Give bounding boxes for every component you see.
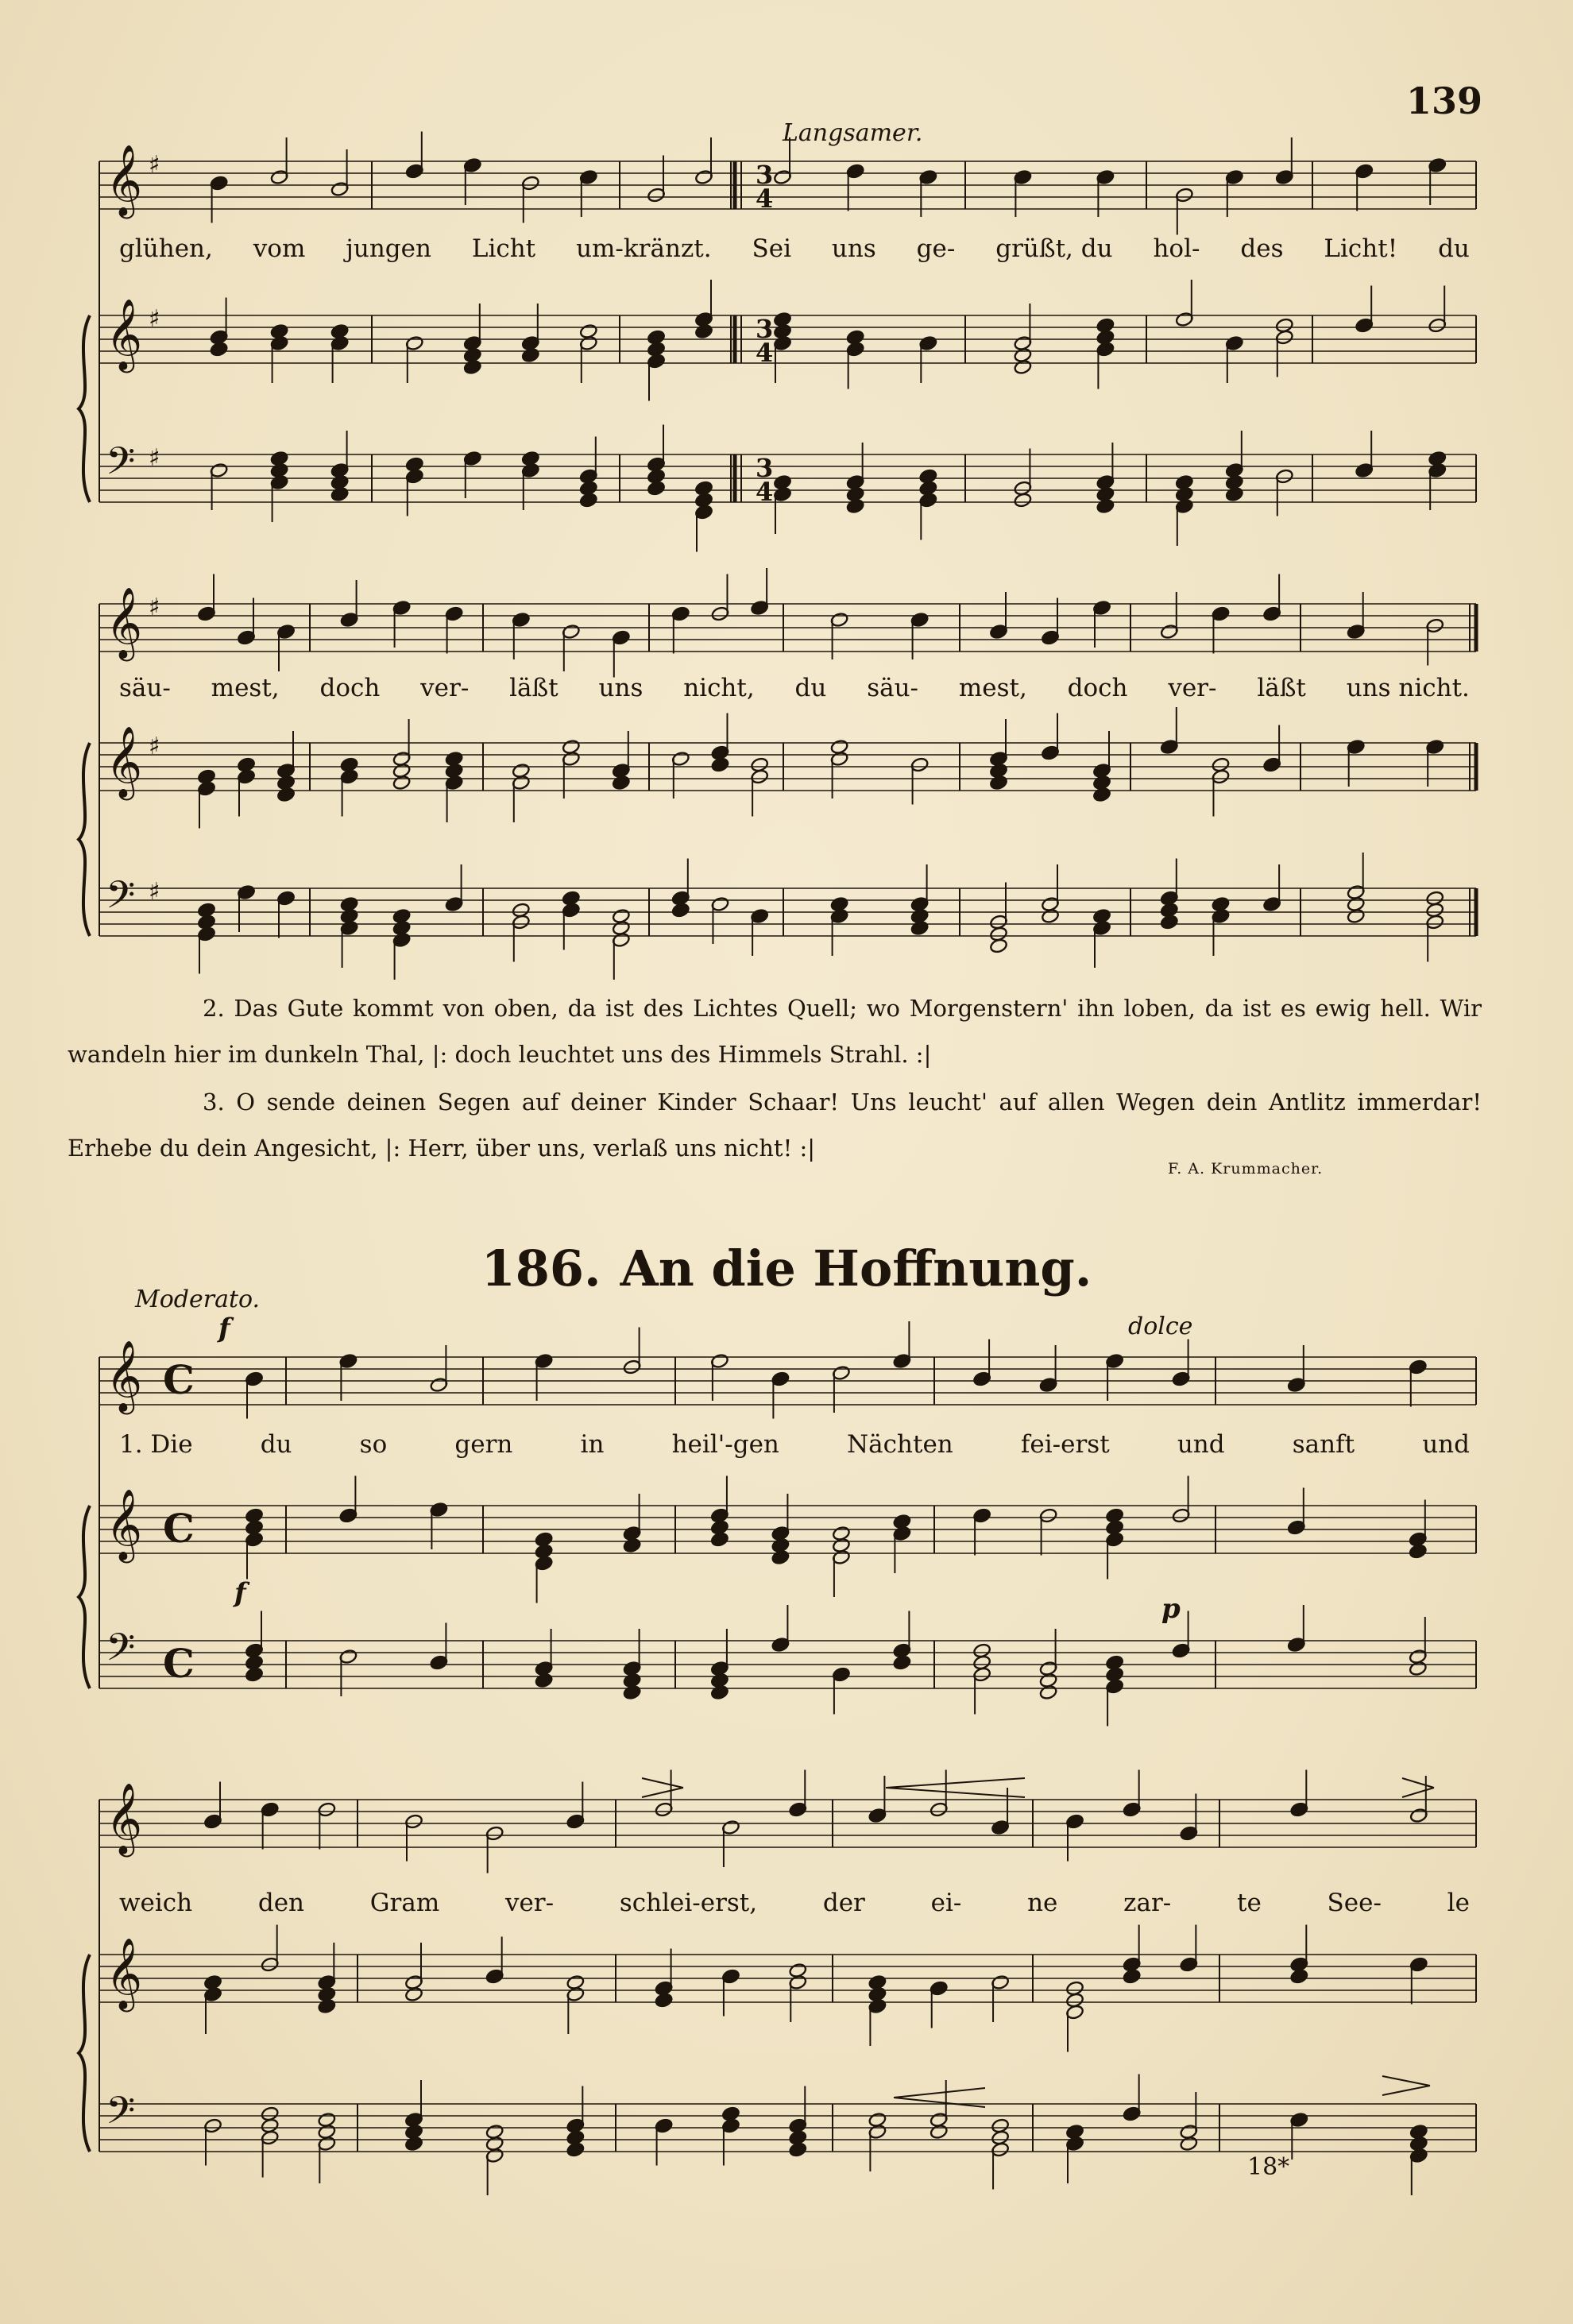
treble-clef: 𝄞 bbox=[106, 1489, 143, 1560]
lyric-syllable: Gram bbox=[369, 1889, 440, 1917]
note-head bbox=[1409, 1544, 1428, 1560]
lyric-syllable: ver- bbox=[420, 674, 470, 702]
note-head bbox=[210, 342, 229, 358]
note-head bbox=[694, 323, 713, 339]
lyric-syllable: ver- bbox=[504, 1889, 555, 1917]
lyric-syllable: mest, bbox=[958, 674, 1027, 702]
author-credit: F. A. Krummacher. bbox=[1168, 1160, 1324, 1177]
lyric-syllable: läßt bbox=[509, 674, 558, 702]
tempo-marking-langsamer: Langsamer. bbox=[783, 119, 923, 147]
decrescendo-hairpin bbox=[1382, 2086, 1430, 2095]
lyric-syllable: den bbox=[257, 1889, 305, 1917]
note-head bbox=[330, 486, 350, 502]
note-head bbox=[1290, 1969, 1309, 1985]
note-head bbox=[521, 347, 540, 363]
key-signature-sharp: ♯ bbox=[149, 878, 160, 906]
song-number: 186. bbox=[481, 1239, 601, 1297]
song-title-text: An die Hoffnung. bbox=[620, 1239, 1092, 1297]
lyric-syllable: säu- bbox=[867, 674, 919, 702]
lyric-syllable: um-kränzt. bbox=[576, 234, 712, 263]
piano-brace bbox=[79, 1955, 90, 2152]
lyric-syllable: schlei-erst, bbox=[619, 1889, 758, 1917]
note-head bbox=[1180, 2136, 1199, 2152]
note-head bbox=[771, 1549, 790, 1565]
page-number: 139 bbox=[1406, 79, 1483, 122]
note-head bbox=[910, 920, 930, 936]
lyric-syllable: des bbox=[1240, 234, 1284, 263]
crescendo-hairpin bbox=[894, 2098, 985, 2107]
note-head bbox=[788, 2142, 807, 2158]
common-time: C bbox=[163, 1356, 195, 1403]
note-head bbox=[612, 775, 631, 791]
note-head bbox=[846, 498, 865, 514]
lyric-syllable: hol- bbox=[1153, 234, 1200, 263]
key-signature-sharp: ♯ bbox=[149, 151, 160, 179]
lyrics-line-top-2 bbox=[119, 674, 1470, 702]
common-time: C bbox=[163, 1640, 195, 1687]
lyric-syllable: ge- bbox=[916, 234, 956, 263]
note-head bbox=[710, 1532, 729, 1548]
note-head bbox=[1123, 1969, 1142, 1985]
note-head bbox=[1014, 359, 1033, 375]
piano-brace bbox=[79, 743, 90, 936]
piano-brace bbox=[79, 315, 90, 502]
key-signature-sharp: ♯ bbox=[149, 733, 160, 760]
lyric-syllable: Sei bbox=[752, 234, 791, 263]
lyric-syllable: fei-erst bbox=[1020, 1430, 1110, 1459]
dynamic-forte: f bbox=[218, 1313, 230, 1344]
lyric-syllable: ei- bbox=[930, 1889, 962, 1917]
lyric-syllable: säu- bbox=[119, 674, 171, 702]
lyric-syllable: in bbox=[580, 1430, 605, 1459]
note-head bbox=[930, 2124, 949, 2140]
note-head bbox=[989, 938, 1008, 954]
note-head bbox=[318, 1998, 337, 2014]
note-head bbox=[1096, 498, 1115, 514]
key-signature-sharp: ♯ bbox=[149, 444, 160, 472]
bass-clef: 𝄢 bbox=[106, 872, 136, 926]
lyrics-line-top-1 bbox=[119, 234, 1470, 263]
note-head bbox=[1041, 908, 1060, 924]
time-signature-top: 3 bbox=[756, 314, 774, 344]
bass-clef: 𝄢 bbox=[106, 2088, 136, 2142]
lyric-syllable: uns bbox=[831, 234, 876, 263]
note-head bbox=[1225, 486, 1244, 502]
lyric-syllable: mest, bbox=[211, 674, 280, 702]
note-head bbox=[711, 757, 730, 773]
bass-clef: 𝄢 bbox=[106, 439, 136, 493]
crescendo-hairpin bbox=[886, 1788, 1025, 1797]
treble-clef: 𝄞 bbox=[106, 1783, 143, 1854]
note-head bbox=[623, 1684, 642, 1700]
common-time: C bbox=[163, 1505, 195, 1552]
note-head bbox=[579, 493, 598, 508]
verse-2-text: 2. Das Gute kommt von oben, da ist des Lichtes Quell; wo Morgenstern' ihn loben, da ist es ewig hell. Wir wandeln hier im dunkeln Thal, |: doch leuchtet uns des Himmels Strahl. :| bbox=[68, 995, 1482, 1068]
lyric-syllable: so bbox=[359, 1430, 388, 1459]
decrescendo-hairpin bbox=[1402, 1788, 1434, 1797]
dynamic-forte-piano: f bbox=[234, 1577, 246, 1609]
note-head bbox=[392, 775, 412, 791]
treble-clef: 𝄞 bbox=[106, 587, 143, 659]
note-head bbox=[989, 775, 1008, 791]
note-head bbox=[1092, 787, 1111, 802]
time-signature-bottom: 4 bbox=[756, 184, 774, 214]
note-head bbox=[463, 359, 482, 375]
lyric-syllable: te bbox=[1236, 1889, 1262, 1917]
lyric-syllable: nicht, bbox=[683, 674, 755, 702]
lyric-syllable: vom bbox=[253, 234, 306, 263]
note-head bbox=[1347, 908, 1366, 924]
lyric-syllable: ne bbox=[1027, 1889, 1058, 1917]
note-head bbox=[1014, 493, 1033, 508]
lyric-syllable: 1. Die bbox=[119, 1430, 193, 1459]
treble-clef: 𝄞 bbox=[106, 1938, 143, 2009]
lyric-syllable: doch bbox=[1067, 674, 1128, 702]
note-head bbox=[710, 1684, 729, 1700]
lyric-syllable: glühen, bbox=[119, 234, 213, 263]
lyric-syllable: See- bbox=[1327, 1889, 1382, 1917]
note-head bbox=[276, 787, 296, 802]
lyric-syllable: zar- bbox=[1123, 1889, 1172, 1917]
lyric-syllable: und bbox=[1422, 1430, 1470, 1459]
lyric-syllable: ver- bbox=[1168, 674, 1217, 702]
note-head bbox=[245, 1667, 264, 1683]
lyric-syllable: uns nicht. bbox=[1346, 674, 1470, 702]
decrescendo-hairpin bbox=[642, 1788, 683, 1797]
note-head bbox=[1039, 1684, 1058, 1700]
key-signature-sharp: ♯ bbox=[149, 594, 160, 621]
lyric-syllable: grüßt, du bbox=[995, 234, 1113, 263]
note-head bbox=[404, 2136, 423, 2152]
decrescendo-hairpin bbox=[1402, 1778, 1434, 1788]
note-head bbox=[1160, 915, 1179, 930]
lyric-syllable: Licht bbox=[471, 234, 536, 263]
key-signature-sharp: ♯ bbox=[149, 305, 160, 333]
time-signature-top: 3 bbox=[756, 453, 774, 483]
crescendo-hairpin bbox=[894, 2088, 985, 2098]
lyric-syllable: uns bbox=[598, 674, 644, 702]
lyrics-line-186-1 bbox=[119, 1430, 1470, 1459]
crescendo-hairpin bbox=[886, 1778, 1025, 1788]
lyric-syllable: der bbox=[822, 1889, 865, 1917]
piano-brace bbox=[79, 1506, 90, 1688]
bass-clef: 𝄢 bbox=[106, 1625, 136, 1679]
verse-3-text: 3. O sende deinen Segen auf deiner Kinder Schaar! Uns leucht' auf allen Wegen dein Antlitz immerdar! Erhebe du dein Angesicht, |: Herr, über uns, verlaß uns nicht! :| bbox=[68, 1089, 1482, 1162]
lyric-syllable: Nächten bbox=[847, 1430, 953, 1459]
lyric-syllable: gern bbox=[454, 1430, 513, 1459]
lyrics-line-186-2 bbox=[119, 1889, 1470, 1917]
lyric-syllable: doch bbox=[319, 674, 381, 702]
decrescendo-hairpin bbox=[1382, 2076, 1430, 2086]
lyric-syllable: jungen bbox=[346, 234, 431, 263]
treble-clef: 𝄞 bbox=[106, 1340, 143, 1412]
dolce-marking: dolce bbox=[1128, 1313, 1193, 1340]
note-head bbox=[893, 1655, 912, 1671]
note-head bbox=[1409, 1661, 1428, 1676]
note-head bbox=[535, 1672, 554, 1688]
note-head bbox=[566, 2142, 586, 2158]
time-signature-bottom: 4 bbox=[756, 477, 774, 507]
treble-clef: 𝄞 bbox=[106, 145, 143, 216]
lyric-syllable: sanft bbox=[1292, 1430, 1355, 1459]
lyric-syllable: le bbox=[1447, 1889, 1470, 1917]
note-head bbox=[647, 481, 666, 497]
lyric-syllable: Licht! bbox=[1324, 234, 1398, 263]
time-signature-top: 3 bbox=[756, 160, 774, 190]
lyric-syllable: du bbox=[1438, 234, 1470, 263]
footer-signature-mark: 18* bbox=[1247, 2153, 1290, 2181]
treble-clef: 𝄞 bbox=[106, 299, 143, 370]
lyric-syllable: und bbox=[1177, 1430, 1225, 1459]
note-head bbox=[671, 903, 690, 918]
lyric-syllable: weich bbox=[119, 1889, 193, 1917]
note-head bbox=[655, 1993, 674, 2009]
tempo-marking-moderato: Moderato. bbox=[135, 1286, 261, 1313]
lyric-syllable: du bbox=[794, 674, 827, 702]
dynamic-piano: p bbox=[1161, 1593, 1181, 1625]
treble-clef: 𝄞 bbox=[106, 726, 143, 798]
decrescendo-hairpin bbox=[642, 1778, 683, 1788]
lyric-syllable: du bbox=[260, 1430, 292, 1459]
note-head bbox=[623, 1537, 642, 1553]
time-signature-bottom: 4 bbox=[756, 338, 774, 368]
lyric-syllable: läßt bbox=[1257, 674, 1306, 702]
lyric-syllable: heil'-gen bbox=[671, 1430, 779, 1459]
note-head bbox=[404, 1986, 423, 2002]
